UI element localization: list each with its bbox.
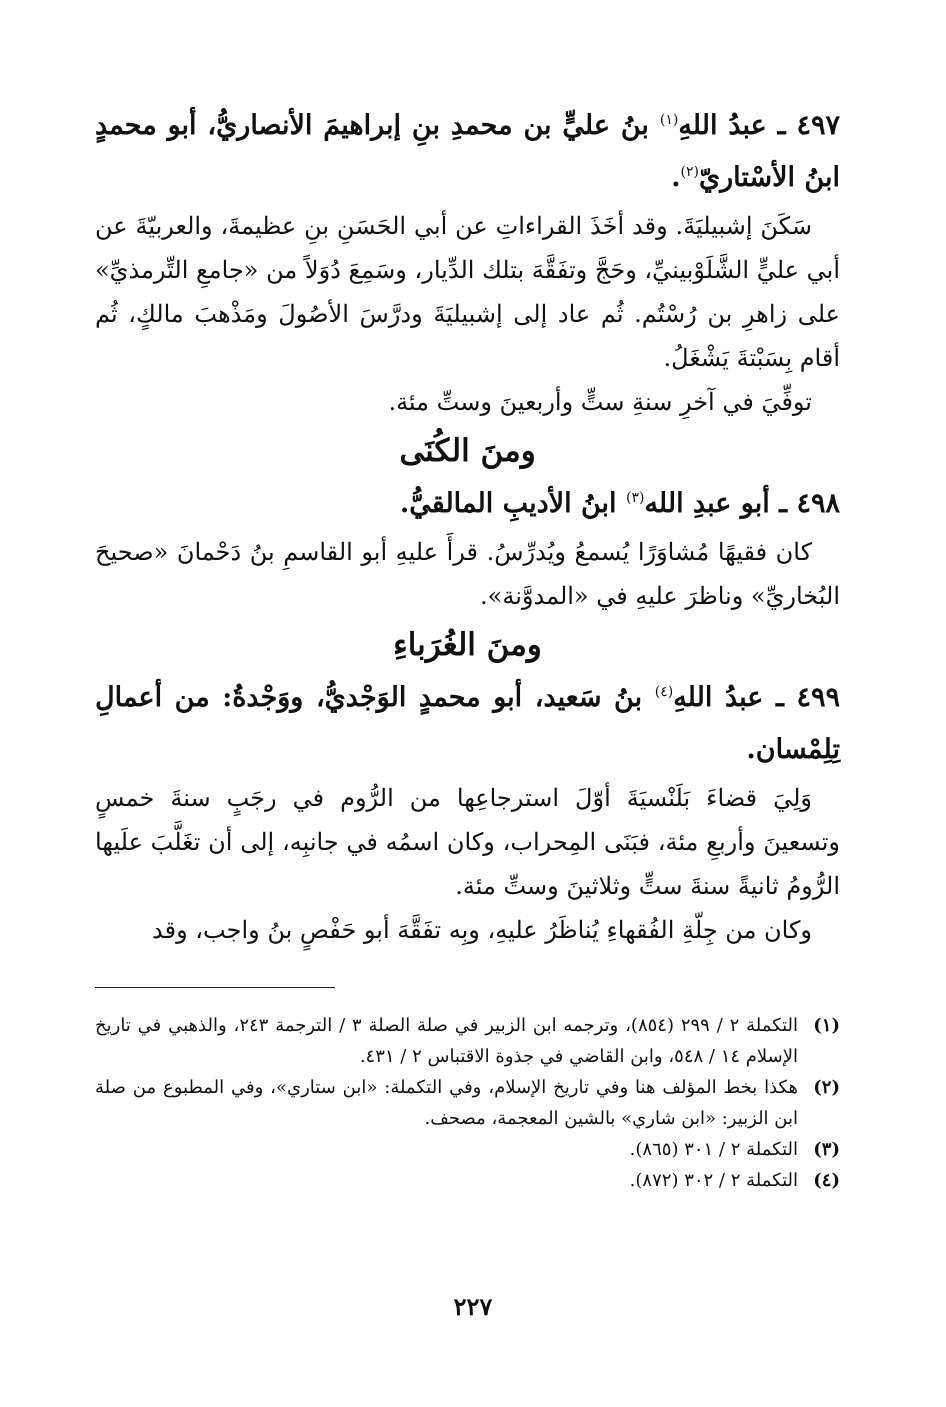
footnote-text: التكملة ٢ / ٣٠٢ (٨٧٢). [629,1170,798,1191]
entry-497-title-c: . [671,162,681,193]
entry-499-paragraph-1: وَلِيَ قضاءَ بَلَنْسيَةَ أوّلَ استرجاعِها من الرُّوم في رجَبٍ سنةَ خمسٍ وتسعينَ وأربعِ مئة، فبَنَى المِحراب، وكان اسمُه في جانبِه، إلى أن تغَلَّبَ علَيها الرُّومُ ثانيةً سنةَ ستٍّ وثلاثينَ وستِّ مئة. [95,784,840,900]
footnote-text: هكذا بخط المؤلف هنا وفي تاريخ الإسلام، وفي التكملة: «ابن ستاري»، وفي المطبوع من صلة ابن الزبير: «ابن شاري» بالشين المعجمة، مصحف. [95,1077,798,1129]
footnote-2 [95,1072,840,1134]
footnote-text: التكملة ٢ / ٣٠١ (٨٦٥). [629,1139,798,1160]
entry-499-title-a: ٤٩٩ ـ عبدُ اللهِ [673,682,841,713]
footnote-number: (٣) [813,1139,840,1160]
footnote-ref-2[interactable]: (٢) [680,164,699,180]
footnote-number: (١) [813,1015,840,1036]
entry-499-title-b: بنُ سَعيد، أبو محمدٍ الوَجْديُّ، ووَجْدةُ: من أعمالِ تِلِمْسان. [95,682,840,765]
footnote-divider [95,987,335,988]
footnote-1 [95,1010,840,1072]
entry-498-title-b: ابنُ الأديبِ المالقيُّ. [399,488,626,519]
entry-498-title-a: ٤٩٨ ـ أبو عبدِ الله [644,488,840,519]
footnote-4 [95,1165,840,1196]
footnote-number: (٤) [813,1170,840,1191]
entry-498-paragraph-1: كان فقيهًا مُشاوَرًا يُسمعُ ويُدرِّسُ. قرأَ عليهِ أبو القاسمِ بنُ دَحْمانَ «صحيحَ البُخاريِّ» وناظرَ عليهِ في «المدوَّنة». [95,538,840,610]
entry-497-heading [95,100,840,204]
entry-499-heading [95,672,840,776]
page-number: ٢٢٧ [453,1292,493,1321]
section-heading-kunya: ومنَ الكُنَى [399,433,536,469]
section-heading-strangers: ومنَ الغُرَباءِ [393,627,542,663]
footnotes [95,1010,840,1196]
footnote-text: التكملة ٢ / ٢٩٩ (٨٥٤)، وترجمه ابن الزبير في صلة الصلة ٣ / الترجمة ٢٤٣، والذهبي في تاريخ الإسلام ١٤ / ٥٤٨، وابن القاضي في جذوة الاقتباس ٢ / ٤٣١. [95,1015,798,1067]
footnote-3 [95,1134,840,1165]
entry-498-heading [95,478,840,530]
footnote-number: (٢) [813,1077,840,1098]
entry-497-paragraph-2: توفِّيَ في آخرِ سنةِ ستٍّ وأربعينَ وستِّ مئة. [388,388,812,416]
footnote-ref-4[interactable]: (٤) [654,684,674,700]
entry-497-paragraph-1: سَكَنَ إشبيليَةَ. وقد أخَذَ القراءاتِ عن أبي الحَسَنِ بنِ عظيمةَ، والعربيّةَ عن أبي عليٍّ الشَّلَوْبينيِّ، وحَجَّ وتفَقَّهَ بتلك الدِّيار، وسَمِعَ دُوَلاً من «جامعِ التِّرمذيِّ» على زاهرِ بن رُسْتُم. ثُم عاد إلى إشبيليَةَ ودرَّسَ الأصُولَ ومَذْهبَ مالكٍ، ثُم أقام بِسَبْتةَ يَشْغَلُ. [95,212,840,372]
entry-497-title-a: ٤٩٧ ـ عبدُ اللهِ [678,110,840,141]
entry-499-paragraph-2: وكان من جِلّةِ الفُقهاءِ يُناظَرُ عليهِ، وبِه تفَقَّهَ أبو حَفْصٍ بنُ واجب، وقد [152,916,812,944]
footnote-ref-3[interactable]: (٣) [625,490,645,506]
entry-497-title-b: بنُ عليٍّ بن محمدِ بنِ إبراهيمَ الأنصاريُّ، أبو محمدٍ ابنُ الأسْتاريّ [95,110,840,193]
footnote-ref-1[interactable]: (١) [659,112,679,128]
